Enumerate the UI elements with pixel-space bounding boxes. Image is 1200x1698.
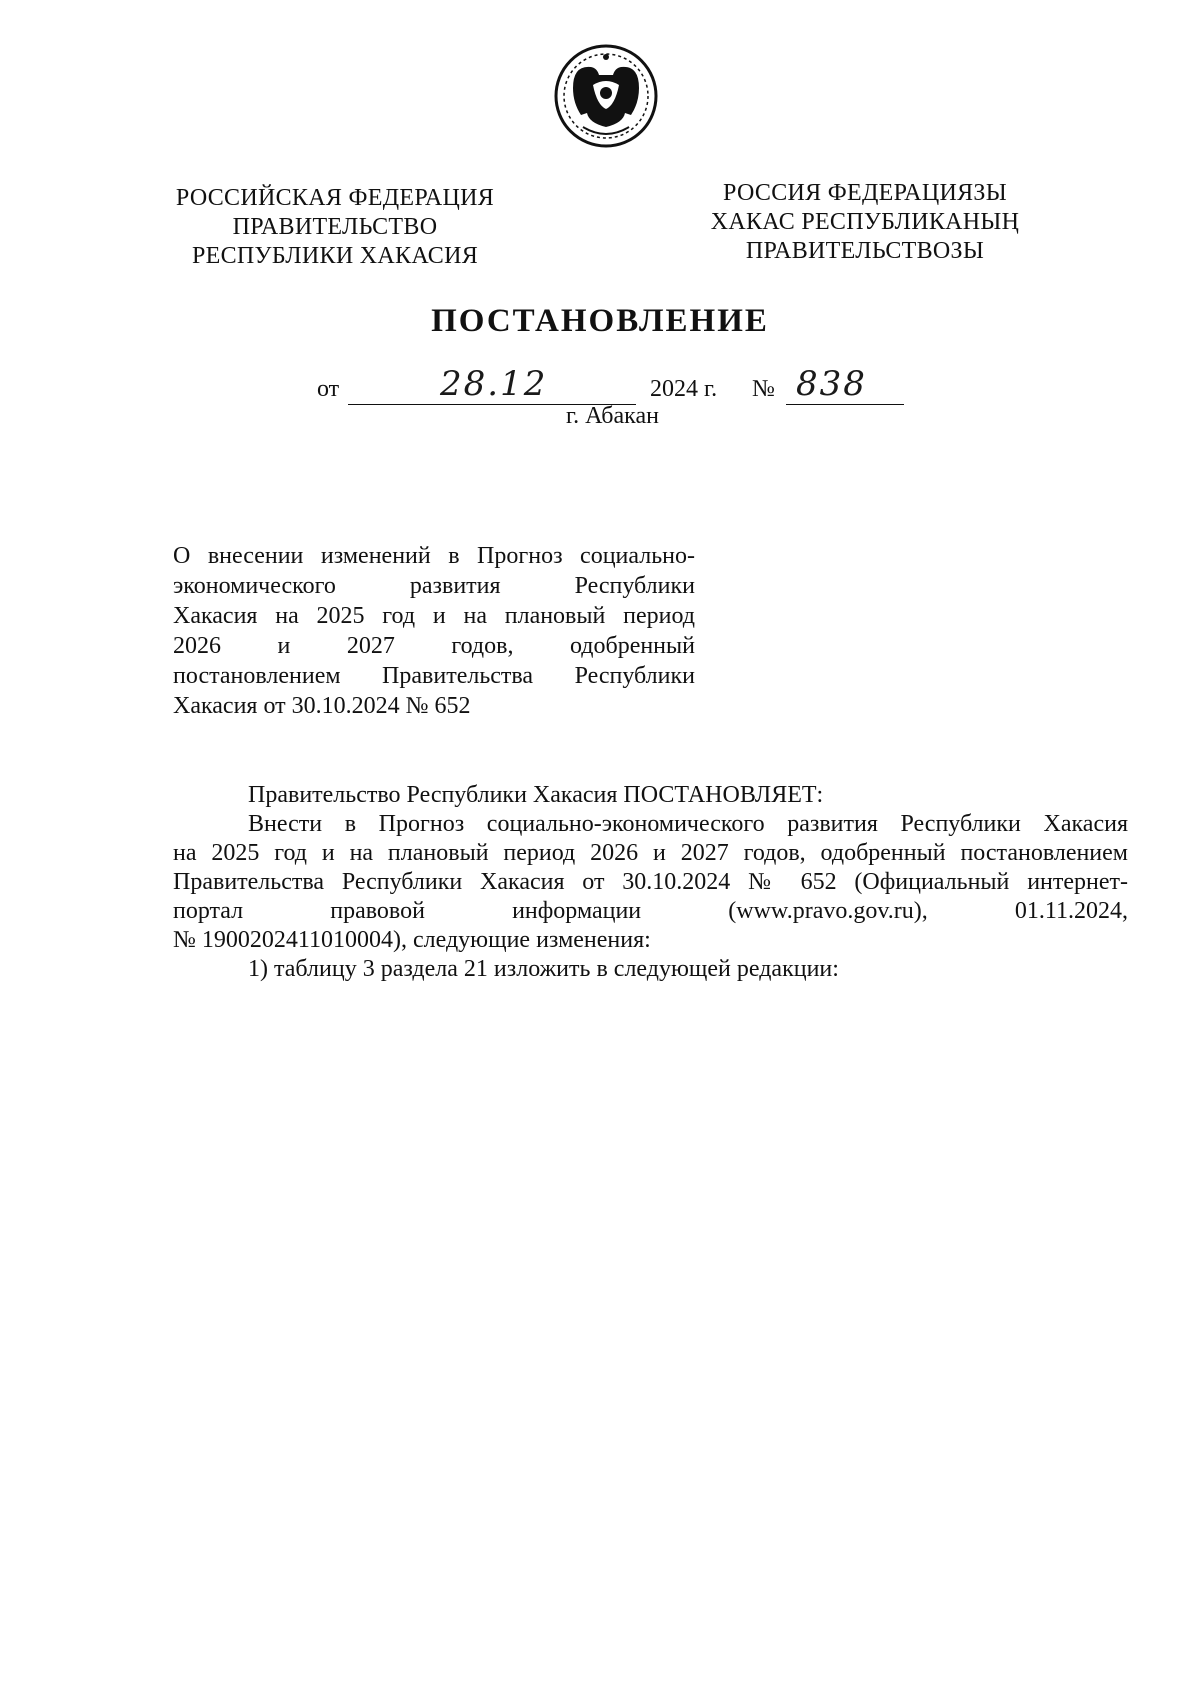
number-label: № xyxy=(752,376,775,402)
header-right-line: ХАКАС РЕСПУБЛИКАНЫҢ xyxy=(710,209,1020,235)
body-line: 1) таблицу 3 раздела 21 изложить в следующей редакции: xyxy=(248,956,839,982)
handwritten-number: 838 xyxy=(796,364,867,404)
body-line: Правительство Республики Хакасия ПОСТАНОВЛЯЕТ: xyxy=(248,782,824,808)
body-line: Внести в Прогноз социально-экономического развития Республики Хакасия xyxy=(248,811,1128,837)
document-title: ПОСТАНОВЛЕНИЕ xyxy=(431,303,769,339)
subject-line: Хакасия на 2025 год и на плановый период xyxy=(173,603,695,629)
handwritten-date: 28.12 xyxy=(440,364,548,404)
subject-line: экономического развития Республики xyxy=(173,573,695,599)
subject-line: 2026 и 2027 годов, одобренный xyxy=(173,633,695,659)
header-left-block xyxy=(170,184,500,271)
body-line: портал правовой информации (www.pravo.gov.ru), 01.11.2024, xyxy=(173,898,1128,924)
header-left-line: ПРАВИТЕЛЬСТВО xyxy=(232,214,438,240)
header-left-line: РЕСПУБЛИКИ ХАКАСИЯ xyxy=(191,243,479,269)
header-left-line: РОССИЙСКАЯ ФЕДЕРАЦИЯ xyxy=(175,185,495,211)
header-right-line: ПРАВИТЕЛЬСТВОЗЫ xyxy=(745,238,985,264)
body-line: Правительства Республики Хакасия от 30.10.2024 № 652 (Официальный интернет- xyxy=(173,869,1128,895)
subject-line: Хакасия от 30.10.2024 № 652 xyxy=(173,693,471,719)
body-line: № 1900202411010004), следующие изменения: xyxy=(173,927,651,953)
subject-block xyxy=(173,541,695,721)
from-label: от xyxy=(317,376,340,402)
body-line: на 2025 год и на плановый период 2026 и 2027 годов, одобренный постановлением xyxy=(173,840,1128,866)
header-right-block xyxy=(705,179,1025,266)
city-label: г. Абакан xyxy=(566,403,659,429)
header-right-line: РОССИЯ ФЕДЕРАЦИЯЗЫ xyxy=(723,180,1007,206)
year-label: 2024 г. xyxy=(650,376,718,402)
subject-line: О внесении изменений в Прогноз социально- xyxy=(173,543,695,569)
subject-line: постановлением Правительства Республики xyxy=(173,663,695,689)
body-text xyxy=(173,781,1128,984)
coat-of-arms-emblem xyxy=(553,43,659,149)
date-number-row xyxy=(0,364,1200,408)
